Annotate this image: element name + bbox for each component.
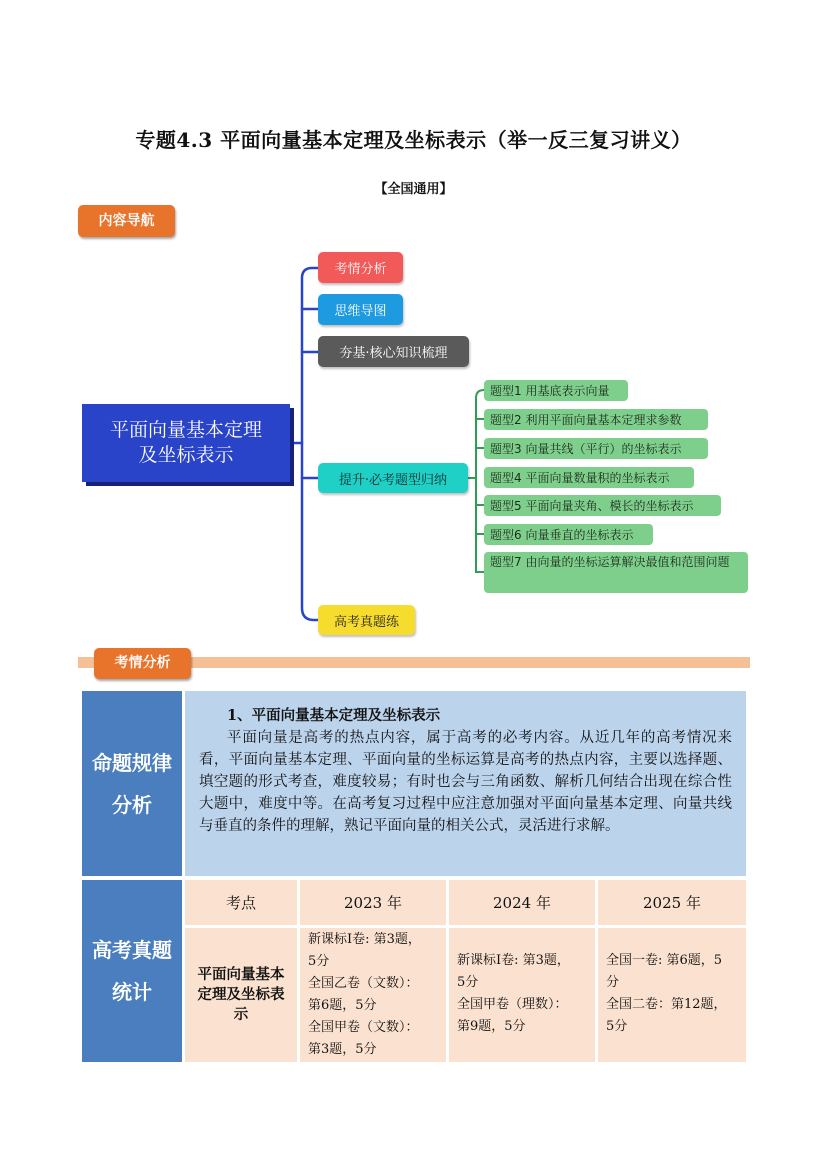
document-title: 专题4.3 平面向量基本定理及坐标表示（举一反三复习讲义） xyxy=(135,128,692,152)
cell-2023-line: 全国甲卷（文数）： xyxy=(308,1020,419,1035)
col-header-2023-text: 2023 年 xyxy=(344,894,402,912)
col-header-2023 xyxy=(300,880,446,925)
branch-mind-map[interactable] xyxy=(318,294,403,325)
document-subtitle: 【全国通用】 xyxy=(374,182,453,197)
leaf-type-2[interactable] xyxy=(484,409,708,430)
cell-2023 xyxy=(300,928,446,1062)
leaf-type-6[interactable] xyxy=(484,524,653,545)
exam-stats-header xyxy=(82,880,182,1062)
branch-question-types-label: 提升·必考题型归纳 xyxy=(338,472,448,488)
col-header-2025 xyxy=(598,880,746,925)
cell-2023-line: 全国乙卷（文数）： xyxy=(308,976,419,991)
cell-2025-line: 分 xyxy=(606,975,620,990)
cell-2023-line: 新课标I卷: 第3题， xyxy=(308,932,421,947)
leaf-type-2-label: 题型2 利用平面向量基本定理求参数 xyxy=(490,413,682,427)
leaf-type-4-label: 题型4 平面向量数量积的坐标表示 xyxy=(490,471,670,485)
leaf-type-1-label: 题型1 用基底表示向量 xyxy=(490,384,610,398)
mindmap-root-line-2: 及坐标表示 xyxy=(138,444,234,466)
branch-real-exam-practice-label: 高考真题练 xyxy=(333,614,399,630)
rule-analysis-cell xyxy=(185,691,746,876)
exam-analysis-tab-label: 考情分析 xyxy=(114,655,171,671)
cell-2024-line: 全国甲卷（理数）： xyxy=(457,997,568,1012)
rule-analysis-header-text: 命题规律分析 xyxy=(92,750,172,817)
cell-2025-line: 全国二卷：第12题， xyxy=(606,997,727,1012)
cell-2024 xyxy=(449,928,595,1062)
leaf-type-7-label: 题型7 由向量的坐标运算解决最值和范围问题 xyxy=(490,555,730,569)
cell-2024-line: 第9题，5分 xyxy=(457,1019,526,1034)
rule-analysis-header xyxy=(82,691,182,876)
branch-question-types[interactable] xyxy=(318,463,468,493)
cell-2025-line: 5分 xyxy=(606,1019,628,1034)
cell-2024-line: 5分 xyxy=(457,975,479,990)
leaf-type-5[interactable] xyxy=(484,495,721,516)
leaf-type-3[interactable] xyxy=(484,438,708,459)
leaf-type-3-label: 题型3 向量共线（平行）的坐标表示 xyxy=(490,442,682,456)
col-header-2024-text: 2024 年 xyxy=(493,894,551,912)
cell-2023-line: 5分 xyxy=(308,954,330,969)
branch-mind-map-label: 思维导图 xyxy=(334,304,387,319)
branch-exam-analysis[interactable] xyxy=(318,252,403,283)
cell-2023-line: 第6题，5分 xyxy=(308,998,377,1013)
cell-2024-line: 新课标I卷: 第3题， xyxy=(457,953,570,968)
mindmap-root-line-1: 平面向量基本定理 xyxy=(109,419,262,441)
cell-2025-line: 全国一卷: 第6题，5 xyxy=(606,953,723,968)
rule-analysis-body: 平面向量是高考的热点内容，属于高考的必考内容。从近几年的高考情况来看，平面向量基本定理、平面向量的坐标运算是高考的热点内容，主要以选择题、填空题的形式考查，难度较易；有时也会与三角函数、解析几何结合出现在综合性大题中，难度中等。在高考复习过程中应注意加强对平面向量基本定理、向量共线与垂直的条件的理解，熟记平面向量的相关公式，灵活进行求解。 xyxy=(199,730,732,834)
col-header-knowledge-point-text: 考点 xyxy=(225,894,256,912)
leaf-type-7[interactable] xyxy=(484,552,748,593)
knowledge-point-text: 平面向量基本定理及坐标表示 xyxy=(197,966,285,1023)
branch-core-knowledge[interactable] xyxy=(318,336,469,367)
exam-stats-header-text: 高考真题统计 xyxy=(92,938,172,1004)
leaf-type-1[interactable] xyxy=(484,380,628,401)
exam-analysis-tab xyxy=(94,648,191,679)
cell-2025 xyxy=(598,928,746,1062)
cell-2023-line: 第3题，5分 xyxy=(308,1042,377,1057)
rule-analysis-heading: 1、平面向量基本定理及坐标表示 xyxy=(227,707,441,724)
leaf-type-5-label: 题型5 平面向量夹角、模长的坐标表示 xyxy=(490,499,694,513)
col-header-2024 xyxy=(449,880,595,925)
leaf-type-6-label: 题型6 向量垂直的坐标表示 xyxy=(490,528,634,542)
col-header-2025-text: 2025 年 xyxy=(643,894,701,912)
branch-core-knowledge-label: 夯基·核心知识梳理 xyxy=(339,346,448,361)
knowledge-point-cell xyxy=(185,928,297,1062)
col-header-knowledge-point xyxy=(185,880,297,925)
mindmap-root xyxy=(82,404,290,482)
leaf-type-4[interactable] xyxy=(484,467,694,488)
content-nav-label: 内容导航 xyxy=(98,213,155,229)
branch-exam-analysis-label: 考情分析 xyxy=(334,262,387,277)
branch-real-exam-practice[interactable] xyxy=(318,605,415,635)
